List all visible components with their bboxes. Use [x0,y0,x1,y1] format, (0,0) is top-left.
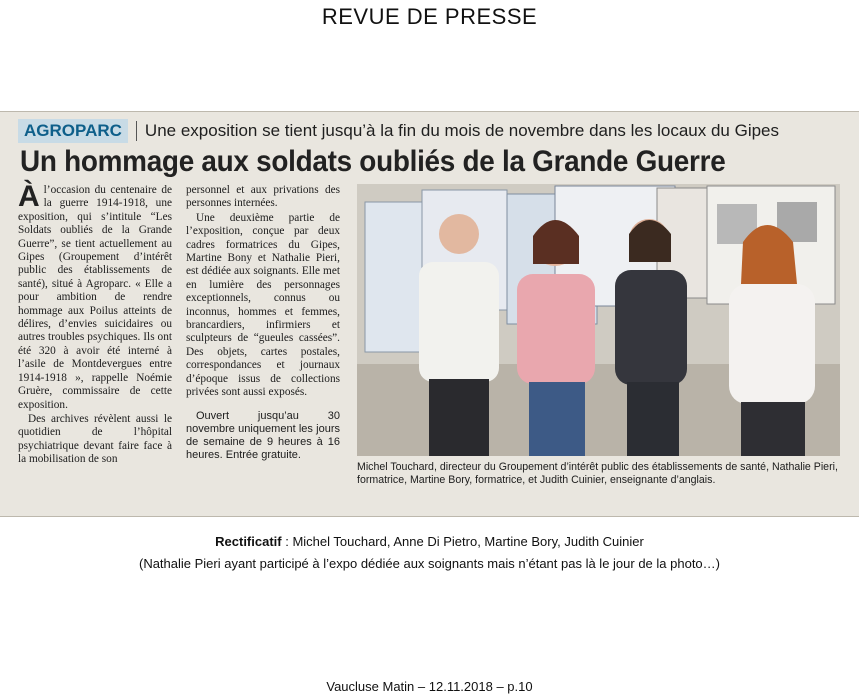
article-paragraph: l’occasion du centenaire de la guerre 1914-1918, une exposition, qui s’intitule “Les Soldats oubliés de la Grande Guerre”, se tient actuellement au Gipes (Groupement d’intérêt public des établissements de santé), situé à Agroparc. « Elle a pour ambition de rendre hommage aux Poilus atteints de délires, d’envies suicidaires ou autres troubles psychiques. Ils ont été 320 à avoir été interné à l’asile de Montdevergues entre 1914-1918 », rappelle Noémie Gruère, commissaire de cette exposition. [18,184,172,411]
rectification-detail: (Nathalie Pieri ayant participé à l’expo dédiée aux soignants mais n’étant pas là le jour de la photo…) [138,556,720,571]
opening-hours-info: Ouvert jusqu’au 30 novembre uniquement les jours de semaine de 9 heures à 16 heures. Entrée gratuite. [186,409,340,461]
rubric-label: AGROPARC [18,119,128,143]
rectification-label: Rectificatif [215,534,282,549]
page-title: REVUE DE PRESSE [321,4,538,29]
article-paragraph: Une deuxième partie de l’exposition, conçue par deux cadres formatrices du Gipes, Martine Bony et Nathalie Pieri, est dédiée aux soignants. Elle met en lumière des personnages exceptionnels, connus ou inconnus, hommes et femmes, brancardiers, infirmiers et sculpteurs de “gueules cassées”. Des objets, cartes postales, correspondances et journaux d’époque issus de collections privées sont aussi exposés. [186,211,340,399]
article-photo [357,184,840,456]
group-photo-illustration [357,184,840,456]
rubric-row [18,118,779,144]
newspaper-clipping [0,111,859,517]
photo-caption: Michel Touchard, directeur du Groupement d’intérêt public des établissements de santé, Nathalie Pieri, formatrice, Martine Bory, formatrice, et Judith Cuinier, enseignante d’anglais. [357,461,838,486]
article-column-2 [186,184,340,462]
source-footer: Vaucluse Matin – 12.11.2018 – p.10 [326,679,533,694]
rectification-names: : Michel Touchard, Anne Di Pietro, Martine Bory, Judith Cuinier [281,534,644,549]
rubric-divider [136,121,137,141]
article-headline: Un hommage aux soldats oubliés de la Grande Guerre [20,145,726,178]
rectification-note [0,531,859,575]
article-kicker: Une exposition se tient jusqu’à la fin du mois de novembre dans les locaux du Gipes [144,121,780,140]
article-paragraph: personnel et aux privations des personnes internées. [186,184,340,210]
drop-cap: À [18,180,40,213]
article-paragraph: Des archives révèlent aussi le quotidien de l’hôpital psychiatrique devant faire face à la mobilisation de son [18,412,172,466]
article-column-1 [18,180,172,468]
